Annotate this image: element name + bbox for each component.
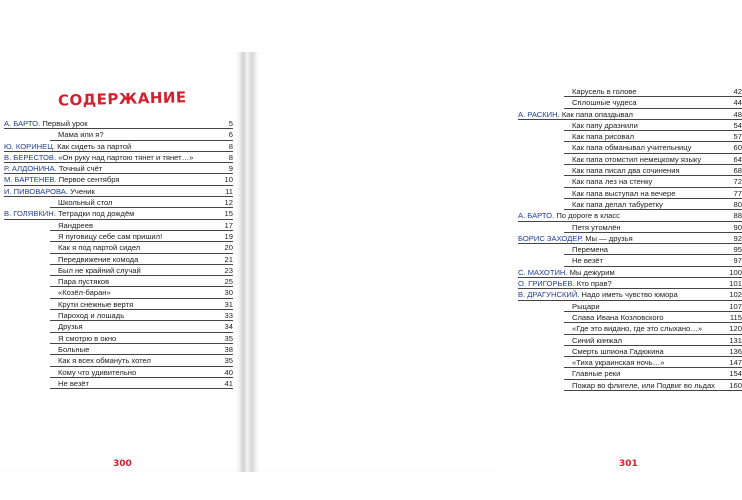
contents-title: СОДЕРЖАНИЕ	[57, 88, 187, 110]
toc-entry-text	[572, 131, 634, 142]
toc-entry	[518, 120, 742, 131]
toc-entry-text	[58, 129, 104, 140]
toc-entry-text	[572, 199, 663, 210]
toc-entry	[4, 141, 233, 152]
toc-entry-text	[58, 310, 124, 321]
toc-title: Я пуговицу себе сам пришил!	[58, 231, 163, 241]
toc-author: А. БАРТО.	[518, 211, 555, 221]
toc-entry	[518, 131, 742, 142]
toc-page-number: 30	[224, 288, 233, 298]
toc-entry	[518, 346, 742, 357]
toc-entry	[4, 163, 233, 174]
toc-title: Как папа выступал на вечере	[572, 188, 676, 198]
toc-title: Как папа рисовал	[572, 132, 635, 142]
toc-page-number: 20	[224, 243, 233, 253]
toc-title: Сплошные чудеса	[572, 98, 637, 108]
toc-page-number: 5	[228, 119, 233, 128]
toc-page-number: 10	[224, 175, 233, 185]
toc-entry	[4, 355, 233, 366]
toc-page-number: 54	[733, 120, 742, 130]
toc-entry	[4, 118, 233, 129]
toc-title: Друзья	[58, 322, 83, 332]
toc-title: Я смотрю в окно	[58, 333, 117, 343]
toc-title: Школьный стол	[58, 198, 113, 208]
toc-entry-text	[58, 367, 136, 378]
toc-entry	[4, 231, 233, 242]
toc-page-number: 77	[733, 188, 742, 198]
toc-title: «Тиха украинская ночь…»	[572, 358, 665, 368]
toc-page-number: 42	[733, 87, 742, 96]
toc-author: Р. АЛДОНИНА.	[4, 164, 57, 174]
toc-title: Кто прав?	[576, 279, 612, 289]
toc-entry-text	[572, 346, 664, 357]
toc-author: Ю. КОРИНЕЦ.	[4, 141, 55, 151]
toc-title: Рыцари	[572, 301, 600, 311]
toc-page-number: 44	[733, 98, 742, 108]
toc-entry-text	[58, 197, 113, 208]
toc-title: Пожар во флигеле, или Подвиг во льдах	[572, 380, 715, 390]
toc-entry-text	[58, 333, 116, 344]
toc-entry	[518, 312, 742, 323]
toc-entry	[518, 233, 742, 244]
toc-entry-text	[4, 118, 88, 129]
toc-title: Точный счёт	[58, 164, 103, 174]
toc-entry-text	[518, 278, 612, 289]
toc-page-number: 68	[733, 166, 742, 176]
toc-page-number: 101	[729, 279, 742, 289]
toc-entry-text	[518, 210, 620, 221]
toc-title: Как папа делал табуретку	[572, 199, 663, 209]
toc-entry-text	[58, 254, 138, 265]
toc-entry	[4, 254, 233, 265]
toc-title: Не везёт	[58, 378, 90, 388]
toc-page-number: 131	[729, 335, 742, 345]
toc-left-list	[4, 118, 233, 389]
toc-entry-text	[572, 222, 621, 233]
toc-author: С. МАХОТИН.	[518, 267, 568, 277]
toc-entry	[518, 255, 742, 266]
toc-entry	[4, 208, 233, 219]
toc-page-number: 154	[729, 369, 742, 379]
toc-entry-text	[58, 220, 93, 231]
toc-title: Пара пустяков	[58, 277, 110, 287]
toc-title: Синий кинжал	[572, 335, 623, 345]
toc-entry-text	[518, 289, 678, 300]
toc-entry	[4, 344, 233, 355]
toc-entry	[518, 176, 742, 187]
toc-title: «Где это видано, где это слыхано…»	[572, 324, 703, 334]
toc-page-number: 35	[224, 333, 233, 343]
toc-entry-text	[4, 163, 102, 174]
toc-entry-text	[58, 378, 89, 389]
toc-page-number: 72	[733, 177, 742, 187]
toc-title: Как папу дразнили	[572, 120, 638, 130]
toc-entry	[518, 335, 742, 346]
book-spread	[0, 52, 742, 472]
toc-entry-text	[572, 244, 608, 255]
toc-entry	[4, 333, 233, 344]
toc-title: Ученик	[70, 186, 95, 196]
toc-entry	[4, 367, 233, 378]
book-gutter	[243, 52, 252, 472]
toc-entry	[518, 368, 742, 379]
toc-page-number: 120	[729, 324, 742, 334]
toc-entry	[518, 267, 742, 278]
toc-title: «Он руку над партою тянет и тянет…»	[58, 152, 194, 162]
toc-title: Мы — друзья	[585, 233, 633, 243]
toc-entry	[518, 97, 742, 108]
toc-title: Главные реки	[572, 369, 621, 379]
toc-page-number: 25	[224, 277, 233, 287]
toc-page-number: 9	[228, 164, 233, 174]
toc-title: Карусель в голове	[572, 87, 637, 96]
toc-author: В. ГОЛЯВКИН.	[4, 209, 56, 219]
toc-page-number: 23	[224, 265, 233, 275]
toc-author: И. ПИВОВАРОВА.	[4, 186, 68, 196]
toc-entry-text	[58, 299, 133, 310]
toc-page-number: 11	[225, 186, 233, 196]
toc-author: В. БЕРЕСТОВ.	[4, 152, 57, 162]
toc-author: А. РАСКИН.	[518, 109, 560, 119]
toc-page-number: 60	[733, 143, 742, 153]
toc-page-number: 8	[228, 141, 233, 151]
toc-entry-text	[58, 265, 141, 276]
toc-page-number: 48	[733, 109, 742, 119]
toc-entry-text	[518, 233, 633, 244]
toc-title: Мы дежурим	[569, 267, 615, 277]
toc-entry	[4, 287, 233, 298]
toc-title: Яандреев	[58, 220, 94, 230]
toc-entry	[518, 289, 742, 300]
toc-title: По дороге в класс	[556, 211, 620, 221]
toc-entry	[518, 86, 742, 97]
toc-page-number: 21	[224, 254, 233, 264]
toc-entry	[4, 242, 233, 253]
toc-entry-text	[58, 344, 89, 355]
toc-right-list	[518, 86, 742, 391]
toc-entry	[4, 220, 233, 231]
toc-page-number: 17	[224, 220, 233, 230]
toc-entry-text	[572, 255, 603, 266]
toc-entry-text	[572, 165, 680, 176]
toc-page-number: 100	[729, 267, 742, 277]
toc-entry-text	[58, 242, 140, 253]
left-page	[0, 52, 243, 472]
toc-entry	[518, 188, 742, 199]
toc-entry	[518, 323, 742, 334]
toc-page-number: 88	[733, 211, 742, 221]
toc-entry	[518, 109, 742, 120]
toc-title: Первый урок	[42, 119, 88, 128]
toc-page-number: 115	[729, 312, 742, 322]
toc-page-number: 80	[733, 199, 742, 209]
toc-entry-text	[4, 186, 95, 197]
toc-entry	[4, 276, 233, 287]
toc-title: Кому что удивительно	[58, 367, 137, 377]
toc-title: Как я всех обмануть хотел	[58, 356, 151, 366]
toc-entry	[518, 142, 742, 153]
page-number-left: 300	[113, 459, 132, 469]
toc-entry	[4, 129, 233, 140]
toc-title: Тетрадки под дождём	[57, 209, 135, 219]
toc-author: В. ДРАГУНСКИЙ.	[518, 290, 580, 300]
toc-entry-text	[518, 109, 633, 120]
toc-title: Пароход и лошадь	[58, 311, 125, 321]
toc-entry-text	[58, 287, 111, 298]
toc-entry	[518, 380, 742, 391]
toc-entry-text	[572, 97, 637, 108]
right-page	[252, 52, 742, 472]
toc-page-number: 12	[224, 198, 233, 208]
toc-entry	[4, 197, 233, 208]
toc-entry-text	[572, 312, 663, 323]
toc-entry-text	[58, 321, 83, 332]
toc-entry-text	[572, 301, 600, 312]
toc-entry	[518, 222, 742, 233]
toc-entry-text	[58, 231, 162, 242]
toc-page-number: 38	[224, 344, 233, 354]
toc-entry-text	[572, 86, 636, 97]
toc-page-number: 107	[729, 301, 742, 311]
toc-entry	[4, 310, 233, 321]
toc-title: Как папа писал два сочинения	[572, 166, 680, 176]
toc-page-number: 64	[733, 154, 742, 164]
toc-entry-text	[572, 335, 622, 346]
toc-entry	[518, 199, 742, 210]
toc-title: Петя утомлён	[572, 222, 621, 232]
toc-page-number: 102	[729, 290, 742, 300]
toc-entry	[4, 378, 233, 389]
toc-entry	[4, 186, 233, 197]
toc-entry-text	[4, 208, 134, 219]
toc-title: Как папа лез на стенку	[572, 177, 653, 187]
toc-title: Смерть шпиона Гадюкина	[572, 346, 664, 356]
toc-title: Перемена	[572, 245, 608, 255]
toc-page-number: 57	[733, 132, 742, 142]
toc-entry-text	[572, 142, 691, 153]
toc-entry-text	[572, 323, 702, 334]
toc-page-number: 147	[729, 358, 742, 368]
toc-entry	[4, 152, 233, 163]
toc-page-number: 95	[733, 245, 742, 255]
toc-entry-text	[58, 355, 151, 366]
toc-title: «Козёл-баран»	[58, 288, 111, 298]
toc-entry-text	[572, 154, 701, 165]
toc-title: Как сидеть за партой	[57, 141, 132, 151]
toc-entry	[518, 278, 742, 289]
toc-page-number: 97	[733, 256, 742, 266]
toc-entry-text	[572, 380, 715, 391]
toc-page-number: 41	[224, 378, 233, 388]
toc-page-number: 90	[733, 222, 742, 232]
toc-title: Как я под партой сидел	[58, 243, 141, 253]
toc-entry	[518, 357, 742, 368]
toc-entry-text	[518, 267, 615, 278]
toc-entry	[4, 321, 233, 332]
toc-title: Передвижение комода	[58, 254, 139, 264]
toc-page-number: 8	[228, 152, 233, 162]
toc-author: О. ГРИГОРЬЕВ.	[518, 279, 575, 289]
toc-page-number: 34	[224, 322, 233, 332]
toc-author: БОРИС ЗАХОДЕР.	[518, 233, 584, 243]
toc-page-number: 15	[224, 209, 233, 219]
toc-author: М. БАРТЕНЕВ.	[4, 175, 57, 185]
toc-entry-text	[572, 357, 665, 368]
toc-entry-text	[572, 120, 638, 131]
toc-page-number: 31	[224, 299, 233, 309]
toc-title: Больные	[58, 344, 90, 354]
toc-author: А. БАРТО.	[4, 119, 41, 128]
toc-title: Не везёт	[572, 256, 604, 266]
toc-title: Надо иметь чувство юмора	[581, 290, 678, 300]
toc-entry	[518, 244, 742, 255]
toc-entry-text	[4, 141, 131, 152]
toc-entry	[518, 154, 742, 165]
toc-entry-text	[572, 368, 620, 379]
toc-entry-text	[572, 176, 652, 187]
toc-entry-text	[58, 276, 109, 287]
toc-page-number: 33	[224, 311, 233, 321]
toc-entry	[518, 165, 742, 176]
toc-title: Слава Ивана Козловского	[572, 312, 664, 322]
toc-entry-text	[4, 152, 193, 163]
toc-page-number: 6	[228, 130, 233, 140]
toc-title: Был не крайний случай	[58, 265, 141, 275]
toc-page-number: 136	[729, 346, 742, 356]
toc-entry-text	[572, 188, 675, 199]
toc-entry	[4, 265, 233, 276]
toc-page-number: 92	[733, 233, 742, 243]
toc-title: Как папа обманывал учительницу	[572, 143, 692, 153]
toc-page-number: 19	[224, 231, 233, 241]
toc-entry	[518, 210, 742, 221]
toc-page-number: 40	[224, 367, 233, 377]
toc-title: Первое сентября	[58, 175, 120, 185]
page-number-right: 301	[619, 459, 638, 469]
toc-page-number: 35	[224, 356, 233, 366]
toc-title: Как папа отомстил немецкому языку	[572, 154, 702, 164]
toc-entry	[4, 174, 233, 185]
toc-entry	[4, 299, 233, 310]
toc-title: Как папа опаздывал	[561, 109, 633, 119]
toc-title: Мама или я?	[58, 130, 104, 140]
toc-title: Крути снежные вертя	[58, 299, 134, 309]
toc-entry-text	[4, 174, 120, 185]
toc-entry	[518, 301, 742, 312]
toc-page-number: 160	[729, 380, 742, 390]
